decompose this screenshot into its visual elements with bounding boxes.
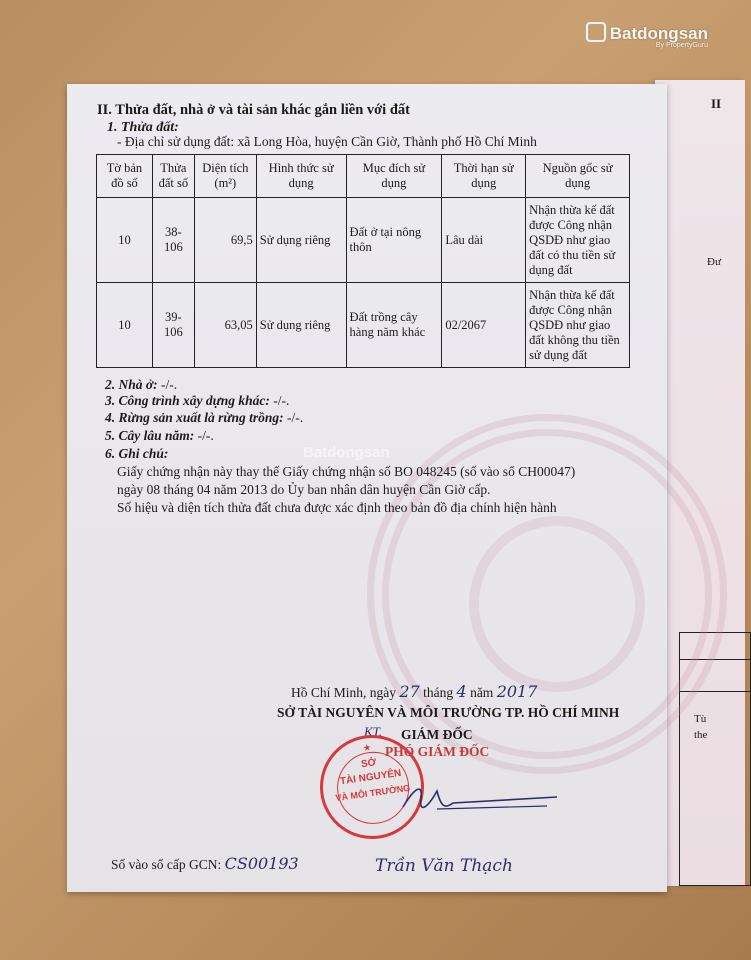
item-house: 2. Nhà ở: -/-. bbox=[105, 377, 178, 392]
vice-director-title: PHÓ GIÁM ĐỐC bbox=[385, 744, 490, 759]
address-value: xã Long Hòa, huyện Cần Giờ, Thành phố Hồ Chí Minh bbox=[237, 134, 537, 149]
parcel-heading: 1. Thửa đất: bbox=[107, 120, 179, 135]
note-line-1: Giấy chứng nhận này thay thế Giấy chứng nhận số BO 048245 (số vào sổ CH00047) bbox=[117, 464, 576, 479]
item-planted-forest: 4. Rừng sản xuất là rừng trồng: -/-. bbox=[105, 410, 304, 425]
gcn-register bbox=[111, 854, 299, 873]
cell-area: 63,05 bbox=[194, 283, 256, 368]
cell-area: 69,5 bbox=[194, 198, 256, 283]
header-area: Diện tích (m²) bbox=[194, 155, 256, 198]
cell-parcel-no: 39-106 bbox=[152, 283, 194, 368]
header-term: Thời hạn sử dụng bbox=[442, 155, 526, 198]
header-parcel-no: Thửa đất số bbox=[152, 155, 194, 198]
watermark-logo bbox=[586, 22, 708, 49]
handwritten-signature bbox=[397, 779, 567, 819]
issuing-department: SỞ TÀI NGUYÊN VÀ MÔI TRƯỜNG TP. HỒ CHÍ MINH bbox=[277, 705, 620, 720]
signing-day: 27 bbox=[399, 682, 420, 701]
table-row bbox=[97, 283, 630, 368]
next-page-text-2: Tù bbox=[694, 713, 707, 725]
cell-term: 02/2067 bbox=[442, 283, 526, 368]
seal-line-2: TÀI NGUYÊN bbox=[339, 767, 402, 788]
watermark-by: By PropertyGuru bbox=[655, 42, 708, 49]
cell-purpose: Đất trồng cây hàng năm khác bbox=[346, 283, 442, 368]
certificate-page bbox=[67, 84, 667, 892]
next-page-heading: II bbox=[711, 96, 722, 111]
header-usage-form: Hình thức sử dụng bbox=[256, 155, 346, 198]
cell-origin: Nhận thừa kế đất được Công nhận QSDĐ như giao đất có thu tiền sử dụng đất bbox=[526, 198, 630, 283]
next-page-text-3: the bbox=[694, 729, 708, 741]
director-title: GIÁM ĐỐC bbox=[401, 727, 473, 742]
table-header-row bbox=[97, 155, 630, 198]
watermark-house-icon bbox=[586, 22, 606, 42]
watermark-brand: Batdongsan bbox=[609, 24, 708, 43]
next-page-text-1: Đư bbox=[707, 256, 721, 268]
gcn-label: Số vào sổ cấp GCN: bbox=[111, 857, 222, 872]
note-line-3: Số hiệu và diện tích thửa đất chưa được xác định theo bản đồ địa chính hiện hành bbox=[117, 500, 557, 515]
cell-parcel-no: 38-106 bbox=[152, 198, 194, 283]
seal-line-1: SỞ bbox=[360, 757, 378, 771]
kt-abbrev: KT. bbox=[364, 724, 383, 739]
item-other-construction: 3. Công trình xây dựng khác: -/-. bbox=[105, 393, 290, 408]
item-notes: 6. Ghi chú: bbox=[105, 446, 169, 461]
item-perennial-trees: 5. Cây lâu năm: -/-. bbox=[105, 428, 214, 443]
header-origin: Nguồn gốc sử dụng bbox=[526, 155, 630, 198]
cell-usage-form: Sử dụng riêng bbox=[256, 283, 346, 368]
cell-purpose: Đất ở tại nông thôn bbox=[346, 198, 442, 283]
note-line-2: ngày 08 tháng 04 năm 2013 do Ủy ban nhân dân huyện Cần Giờ cấp. bbox=[117, 482, 491, 497]
section-title: II. Thửa đất, nhà ở và tài sản khác gắn liền với đất bbox=[97, 102, 410, 118]
gcn-value: CS00193 bbox=[224, 854, 299, 873]
seal-star-icon: ★ bbox=[362, 742, 372, 753]
parcel-address bbox=[117, 134, 537, 150]
cell-map-sheet: 10 bbox=[97, 198, 153, 283]
watermark-center: Batdongsan bbox=[303, 444, 390, 461]
address-label: - Địa chỉ sử dụng đất: bbox=[117, 134, 235, 149]
signer-name: Trần Văn Thạch bbox=[375, 856, 513, 876]
signing-year: 2017 bbox=[496, 682, 538, 701]
header-purpose: Mục đích sử dụng bbox=[346, 155, 442, 198]
table-row bbox=[97, 198, 630, 283]
header-map-sheet: Tờ bản đồ số bbox=[97, 155, 153, 198]
cell-origin: Nhận thừa kế đất được Công nhận QSDĐ như giao đất không thu tiền sử dụng đất bbox=[526, 283, 630, 368]
signing-date: Hồ Chí Minh, ngày 27 tháng 4 năm 2017 bbox=[291, 682, 538, 701]
cell-term: Lâu dài bbox=[442, 198, 526, 283]
land-table bbox=[96, 154, 630, 368]
signing-month: 4 bbox=[456, 682, 467, 701]
seal-line-3: VÀ MÔI TRƯỜNG bbox=[334, 782, 411, 804]
cell-map-sheet: 10 bbox=[97, 283, 153, 368]
cell-usage-form: Sử dụng riêng bbox=[256, 198, 346, 283]
